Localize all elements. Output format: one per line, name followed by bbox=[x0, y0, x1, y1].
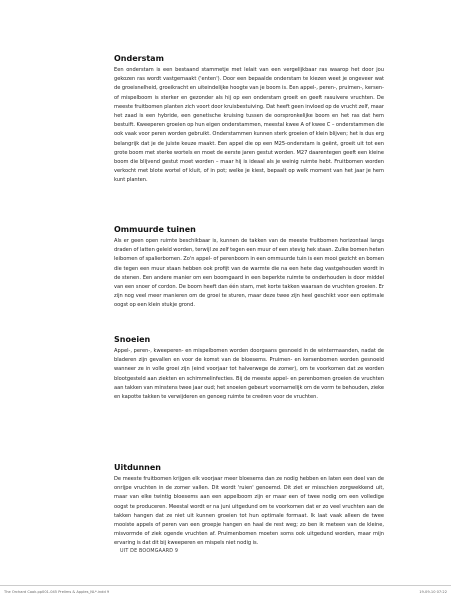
section-body: Appel-, peren-, kweeperen- en mispelbomen worden doorgaans gesnoeid in de wintermaanden, nadat de bladeren zijn gevallen en voor de komst van de bloesems. Pruimen- en kersenbomen worden gesnoeid wanneer ze in volle groei zijn (eind voorjaar tot halverwege de zomer), om te voorkomen dat ze worden blootgesteld aan ziekten en schimmelinfecties. Bij de meeste appel- en perenbomen groeien de vruchten aan takken van minstens twee jaar oud; het snoeien gebeurt voornamelijk om de vorm te behouden, zieke en kapotte takken te verwijderen en genoeg ruimte te creëren voor de vruchten. bbox=[114, 348, 384, 401]
section-title: Onderstam bbox=[114, 54, 164, 63]
section-uitdunnen bbox=[114, 463, 384, 549]
section-ommuurde-tuinen bbox=[114, 225, 384, 311]
section-title: Snoeien bbox=[114, 335, 151, 344]
slug-file-info: The Orchard Cook.pp001-045 Prelims & Apples_NL*.indd 9 bbox=[4, 590, 110, 594]
running-footer: UIT DE BOOMGAARD 9 bbox=[120, 549, 179, 554]
section-body: Als er geen open ruimte beschikbaar is, kunnen de takken van de meeste fruitbomen horizontaal langs draden of latten geleid worden, terwijl ze zelf tegen een muur of een stevig hek staan. Zulke bomen heten leibomen of spalierbomen. Zo'n appel- of perenboom in een ommuurde tuin is een mooi gezicht en bomen die tegen een muur staan hebben ook profijt van de warmte die na een hete dag vastgehouden wordt in de stenen. Een andere manier om een boomgaard in een beperkte ruimte te onderhouden is door middel van een snoer of cordon. De boom heeft dan één stam, met korte takken waarsan de vruchten groeien. Er zijn nog veel meer manieren om de groei te sturen, maar deze twee zijn heel geschikt voor een optimale oogst op een klein stukje grond. bbox=[114, 238, 384, 309]
slug-timestamp: 19-09-10 07:22 bbox=[419, 590, 447, 594]
section-body: De meeste fruitbomen krijgen elk voorjaar meer bloesems dan ze nodig hebben en laten een deel van de onrijpe vruchten in de zomer vallen. Dit wordt 'ruien' genoemd. Dit ziet er misschien zorgwekkend uit, maar van elke twintig bloesems aan een appelboom zijn er maar een of twee nodig om een volledige oogst te produceren. Meestal wordt er na juni uitgedund om te voorkomen dat er zo veel vruchten aan de takken hangen dat ze niet uit kunnen groeien tot hun optimale formaat. Ik laat vaak alleen de twee mooiste appels of peren van een groepje hangen en haal de rest weg; zo ben ik meteen van de kleine, misvormde of ziek ogende vruchten af. Pruimenbomen moeten soms ook uitgedund worden, maar mijn ervaring is dat dit bij kweeperen en mispels niet nodig is. bbox=[114, 476, 384, 547]
section-title: Ommuurde tuinen bbox=[114, 225, 196, 234]
section-body: Een onderstam is een bestaand stammetje met lelait van een vergelijkbaar ras waarop het door jou gekozen ras wordt vastgemaakt ('enten'). Door een bepaalde onderstam te kiezen weet je ongeveer wat de groeisnelheid, groeikracht en uiteindelijke hoogte van je boom is. Een appel-, peren-, pruimen-, kersen- of mispelboom is sterker en gezonder als hij op een onderstam groeit en geeft rasuivere vruchten. De meeste fruitbomen planten zich voort door kruisbestuiving. Dat heeft geen invloed op de vrucht zelf, maar het zaad is een hybride, een genetische kruising tussen de oorspronkelijke boom en het ras dat hem bestuift. Kweeperen groeien op hun eigen onderstammen, meestal kwee A of kwee C – onderstammen die ook vaak voor peren worden gebruikt. Onderstammen kunnen sterk groeien of klein blijven; het is dus erg belangrijk dat je de juiste keuze maakt. Een appel die op een M25-onderstam is geënt, groeit uit tot een grote boom met sterke wortels en moet de eerste jaren gestut worden. M27 daarentegen geeft een kleine boom die blijvend gestut moet worden – maar hij is ideaal als je weinig ruimte hebt. Fruitbomen worden verkocht met blote wortel of kluit, of in pot; welke je kiest, bepaalt op welk moment van het jaar je hem kunt planten. bbox=[114, 67, 384, 184]
slug-divider bbox=[0, 585, 451, 586]
section-snoeien bbox=[114, 335, 384, 402]
section-onderstam bbox=[114, 54, 384, 186]
section-title: Uitdunnen bbox=[114, 463, 161, 472]
